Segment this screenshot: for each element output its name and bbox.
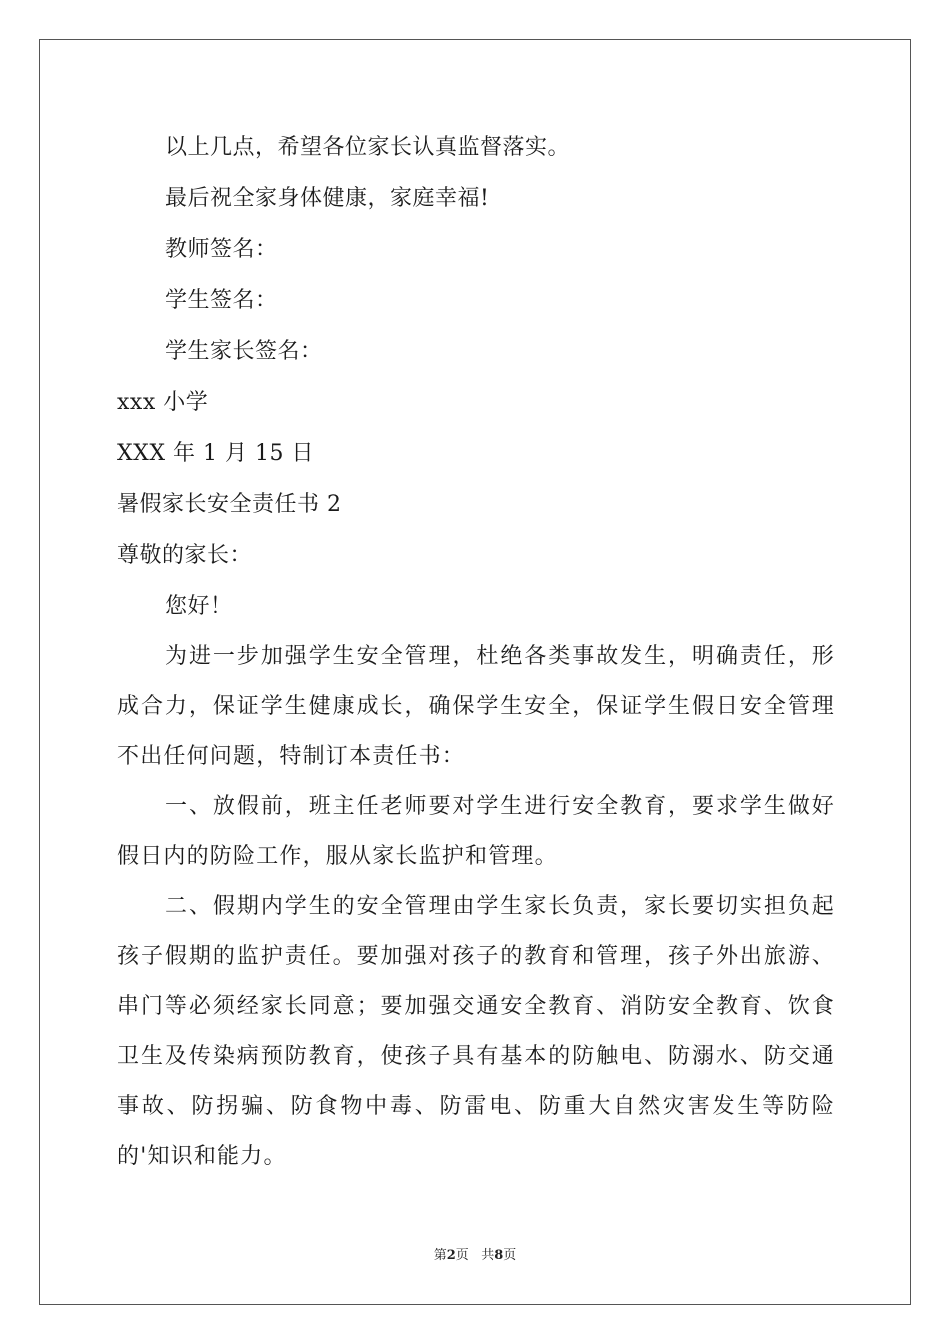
student-signature-label: 学生签名： — [165, 288, 278, 313]
greeting: 您好！ — [165, 594, 233, 619]
blessing-line: 最后祝全家身体健康，家庭幸福! — [165, 186, 490, 211]
page-suffix: 页 — [455, 1248, 469, 1263]
parent-signature-label: 学生家长签名： — [165, 339, 323, 364]
school-name: xxx 小学 — [117, 390, 209, 415]
salutation: 尊敬的家长： — [117, 543, 253, 568]
document-date: XXX 年 1 月 15 日 — [117, 441, 314, 466]
total-pages: 8 — [494, 1248, 504, 1263]
section-title: 暑假家长安全责任书 2 — [117, 492, 342, 517]
closing-line: 以上几点，希望各位家长认真监督落实。 — [165, 135, 571, 160]
page-number: 2 — [446, 1248, 456, 1263]
page-footer — [0, 1244, 950, 1263]
clause-two-paragraph: 二、假期内学生的安全管理由学生家长负责，家长要切实担负起孩子假期的监护责任。要加强对孩子的教育和管理，孩子外出旅游、串门等必须经家长同意；要加强交通安全教育、消防安全教育、饮食卫生及传染病预防教育，使孩子具有基本的防触电、防溺水、防交通事故、防拐骗、防食物中毒、防雷电、防重大自然灾害发生等防险的'知识和能力。 — [117, 894, 835, 1169]
clause-one-paragraph: 一、放假前，班主任老师要对学生进行安全教育，要求学生做好假日内的防险工作，服从家长监护和管理。 — [117, 794, 835, 869]
document-body — [117, 122, 835, 1182]
teacher-signature-label: 教师签名： — [165, 237, 278, 262]
intro-paragraph: 为进一步加强学生安全管理，杜绝各类事故发生，明确责任，形成合力，保证学生健康成长，确保学生安全，保证学生假日安全管理不出任何问题，特制订本责任书： — [117, 644, 835, 769]
total-suffix: 页 — [503, 1248, 517, 1263]
total-prefix: 共 — [481, 1248, 495, 1263]
page-prefix: 第 — [433, 1248, 447, 1263]
